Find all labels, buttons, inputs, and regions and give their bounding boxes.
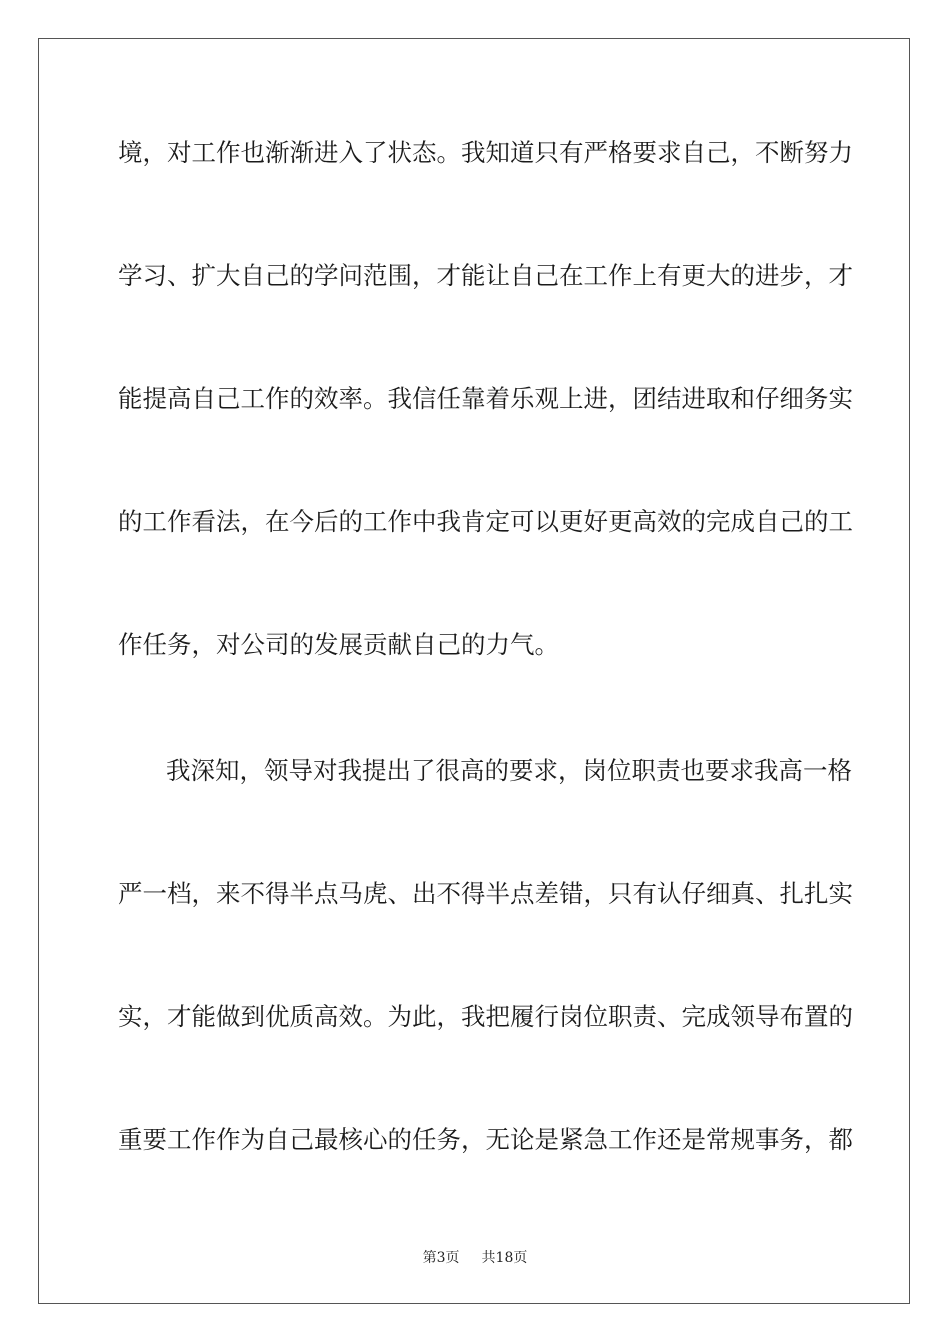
paragraph-line: 境，对工作也渐渐进入了状态。我知道只有严格要求自己，不断努力 (118, 138, 853, 167)
paragraph-line: 严一档，来不得半点马虎、出不得半点差错，只有认仔细真、扎扎实 (118, 879, 853, 908)
paragraph-line: 的工作看法，在今后的工作中我肯定可以更好更高效的完成自己的工 (118, 507, 853, 536)
page-total: 共18页 (481, 1250, 528, 1266)
paragraph-line: 重要工作作为自己最核心的任务，无论是紧急工作还是常规事务，都 (118, 1125, 853, 1154)
paragraph-line: 能提高自己工作的效率。我信任靠着乐观上进，团结进取和仔细务实 (118, 384, 853, 413)
page-footer (0, 1248, 950, 1268)
page-number: 第3页 (422, 1250, 460, 1266)
page-border (38, 38, 910, 1304)
paragraph-line: 我深知，领导对我提出了很高的要求，岗位职责也要求我高一格 (166, 756, 852, 785)
paragraph-line: 作任务，对公司的发展贡献自己的力气。 (118, 630, 559, 659)
paragraph-line: 实，才能做到优质高效。为此，我把履行岗位职责、完成领导布置的 (118, 1002, 853, 1031)
paragraph-line: 学习、扩大自己的学问范围，才能让自己在工作上有更大的进步，才 (118, 261, 853, 290)
